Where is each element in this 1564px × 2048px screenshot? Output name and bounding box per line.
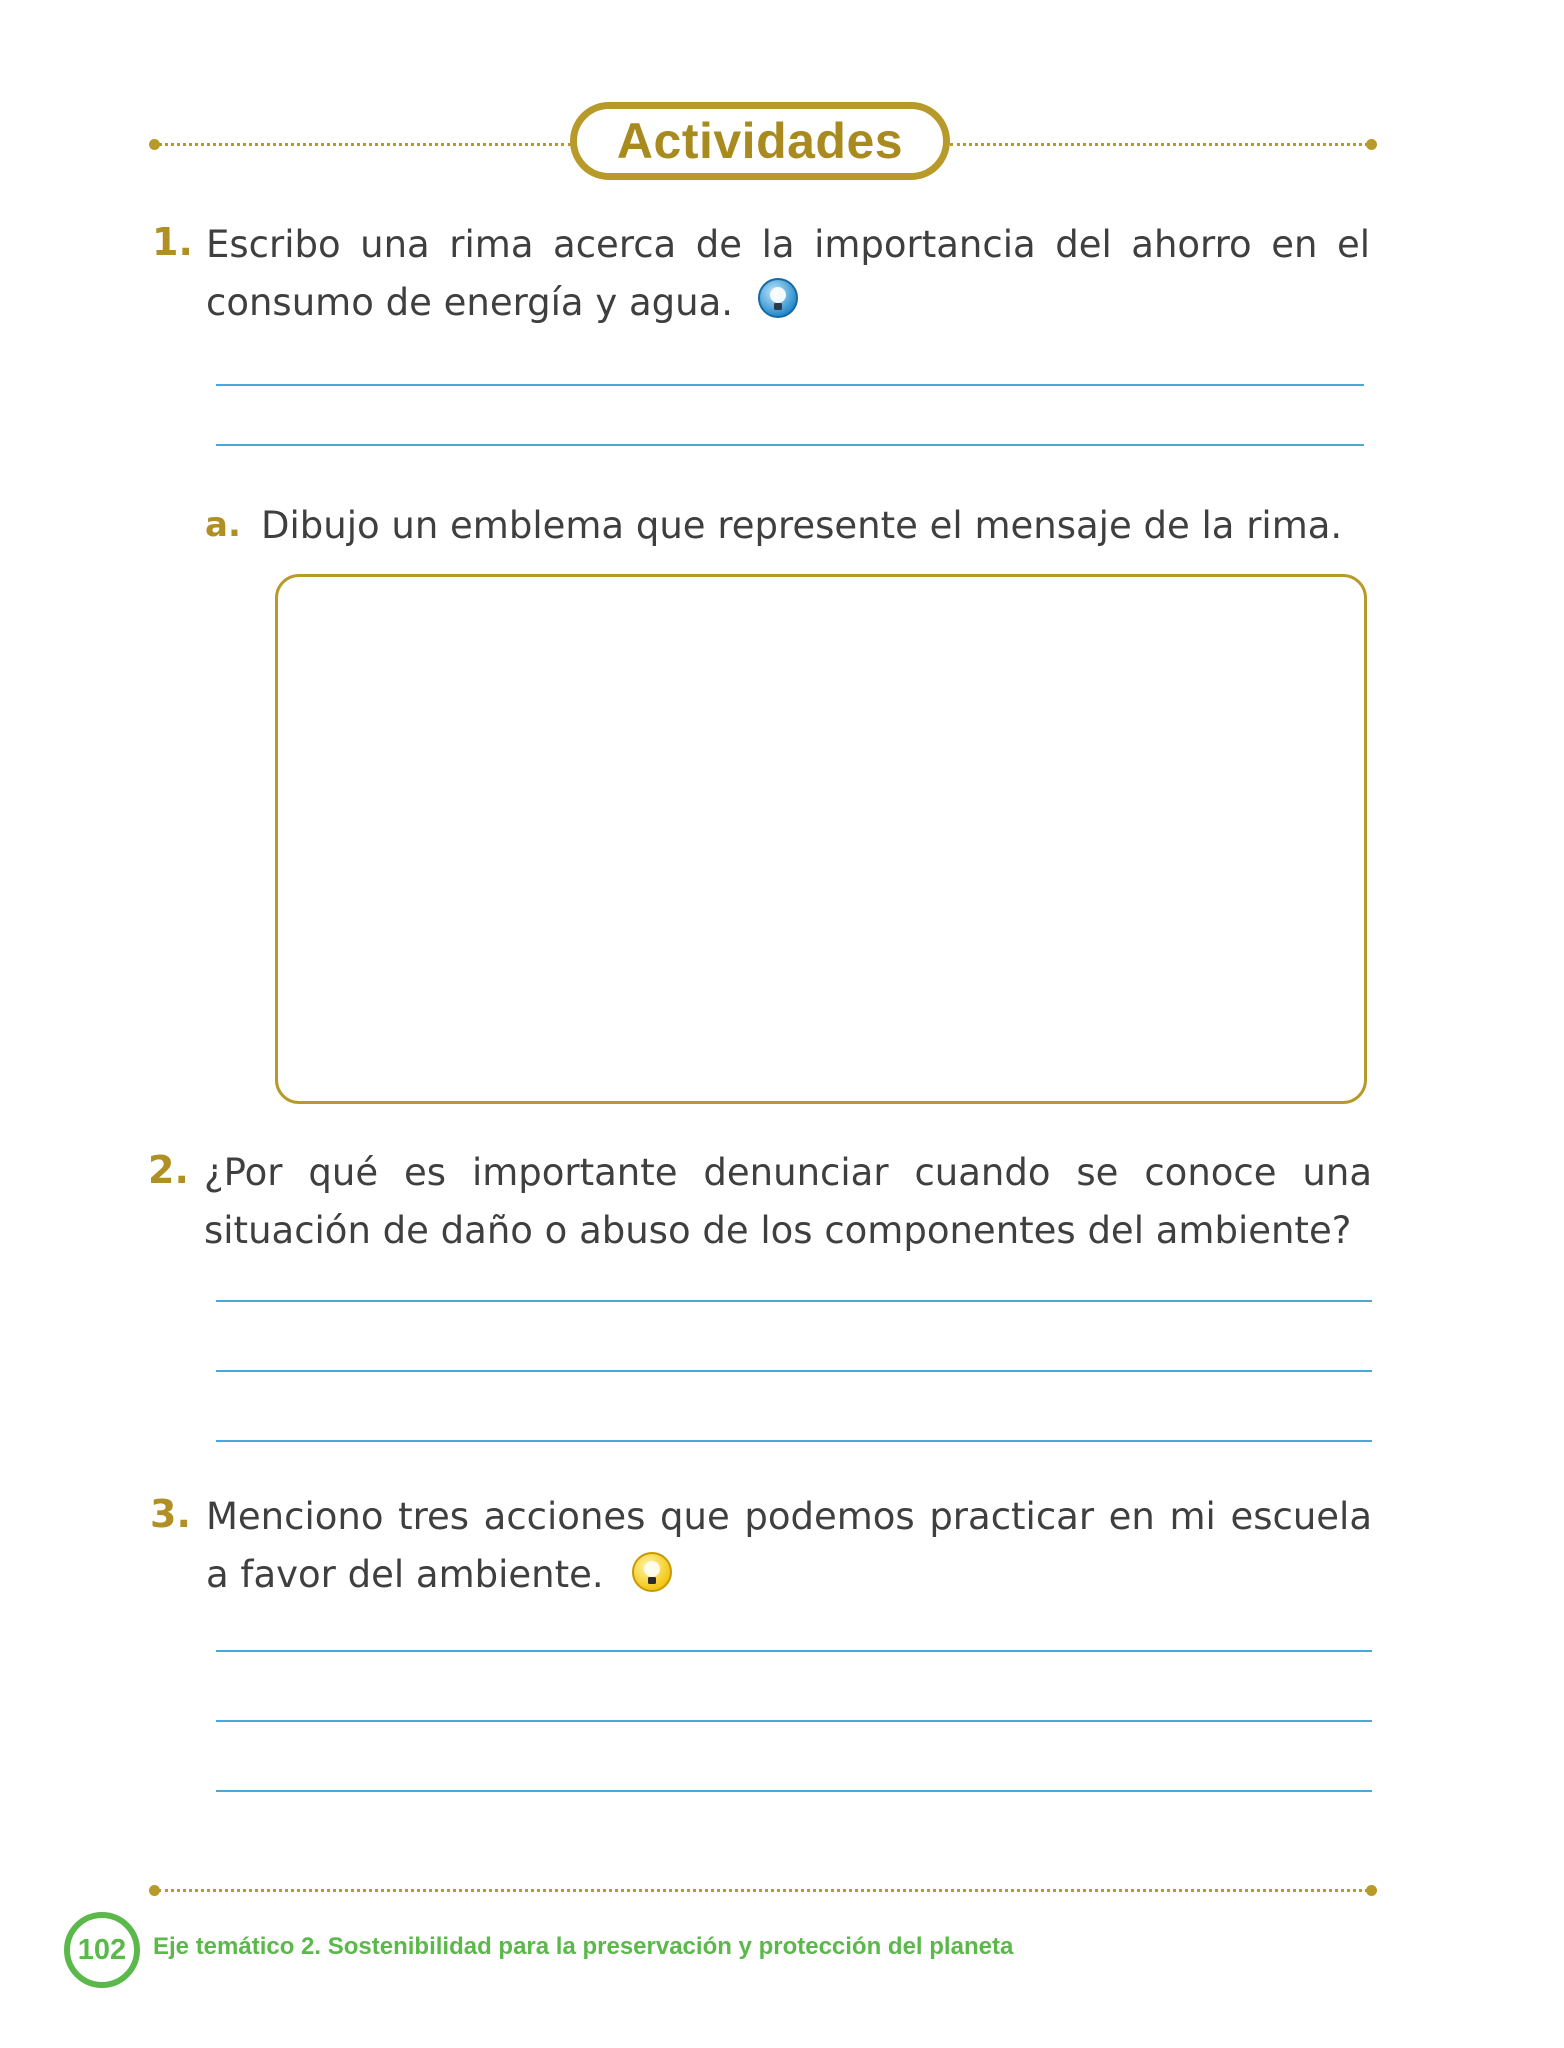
answer-line[interactable] [216, 1790, 1372, 1792]
page-number: 102 [64, 1912, 140, 1988]
footer-rule-right-dot [1366, 1885, 1377, 1896]
answer-line[interactable] [216, 1650, 1372, 1652]
header-rule-right [950, 143, 1368, 146]
answer-line[interactable] [216, 1720, 1372, 1722]
answer-line[interactable] [216, 1300, 1372, 1302]
section-title-text: Actividades [616, 113, 904, 169]
subitem-letter: a. [205, 505, 241, 545]
answer-line[interactable] [216, 1440, 1372, 1442]
answer-line[interactable] [216, 384, 1364, 386]
lightbulb-yellow-icon [631, 1551, 673, 1593]
question-number: 3. [150, 1492, 191, 1536]
answer-line[interactable] [216, 1370, 1372, 1372]
lightbulb-blue-icon [757, 277, 799, 319]
question-text: Escribo una rima acerca de la importancia del ahorro en el consumo de energía y agua. [206, 223, 1370, 324]
drawing-area[interactable] [275, 574, 1367, 1104]
header-rule-right-dot [1366, 139, 1377, 150]
subitem-text: Dibujo un emblema que represente el mensaje de la rima. [261, 504, 1343, 547]
footer-rule [158, 1889, 1368, 1892]
header-rule-left [158, 143, 572, 146]
answer-line[interactable] [216, 444, 1364, 446]
question-text: Menciono tres acciones que podemos practicar en mi escuela a favor del ambiente. [206, 1495, 1372, 1596]
question-number: 2. [148, 1148, 189, 1192]
footer-text: Eje temático 2. Sostenibilidad para la preservación y protección del planeta [153, 1933, 1014, 1960]
question-number: 1. [152, 220, 193, 264]
question-text: ¿Por qué es importante denunciar cuando se conoce una situación de daño o abuso de los componentes del ambiente? [204, 1151, 1372, 1252]
section-title [570, 102, 950, 180]
